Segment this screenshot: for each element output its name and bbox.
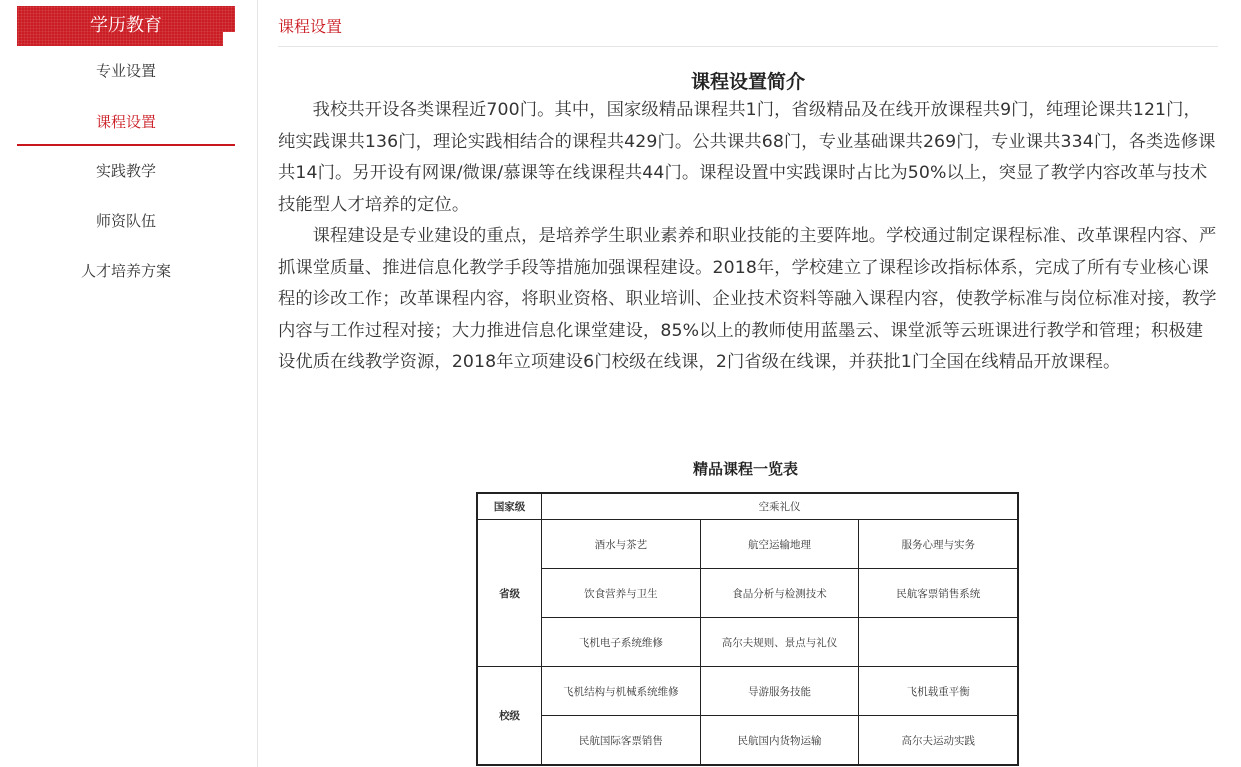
course-cell: 民航客票销售系统 <box>859 569 1018 618</box>
course-cell: 飞机结构与机械系统维修 <box>542 667 701 716</box>
article-paragraph: 课程建设是专业建设的重点，是培养学生职业素养和职业技能的主要阵地。学校通过制定课程标准、改革课程内容、严抓课堂质量、推进信息化教学手段等措施加强课程建设。2018年，学校建立了课程诊改指标体系，完成了所有专业核心课程的诊改工作；改革课程内容，将职业资格、职业培训、企业技术资料等融入课程内容，使教学标准与岗位标准对接，教学内容与工作过程对接；大力推进信息化课堂建设，85%以上的教师使用蓝墨云、课堂派等云班课进行教学和管理；积极建设优质在线教学资源，2018年立项建设6门校级在线课，2门省级在线课，并获批1门全国在线精品开放课程。 <box>278 226 1217 372</box>
article-paragraph: 我校共开设各类课程近700门。其中，国家级精品课程共1门，省级精品及在线开放课程共9门，纯理论课共121门，纯实践课共136门，理论实践相结合的课程共429门。公共课共68门，专业基础课共269门，专业课共334门，各类选修课共14门。另开设有网课/微课/慕课等在线课程共44门。课程设置中实践课时占比为50%以上，突显了教学内容改革与技术技能型人才培养的定位。 <box>278 100 1216 215</box>
level-cell-school: 校级 <box>477 667 542 766</box>
course-table <box>476 492 1019 766</box>
sidebar-item-major-settings[interactable]: 专业设置 <box>95 62 156 80</box>
level-cell-national: 国家级 <box>477 493 542 520</box>
table-row <box>477 716 1018 766</box>
course-cell: 高尔夫运动实践 <box>859 716 1018 766</box>
course-cell: 航空运输地理 <box>700 520 859 569</box>
course-cell: 酒水与茶艺 <box>542 520 701 569</box>
course-cell: 民航国际客票销售 <box>542 716 701 766</box>
table-row <box>477 493 1018 520</box>
table-row <box>477 618 1018 667</box>
course-cell: 飞机载重平衡 <box>859 667 1018 716</box>
course-cell: 高尔夫规则、景点与礼仪 <box>700 618 859 667</box>
table-row <box>477 569 1018 618</box>
sidebar-item-course-settings[interactable]: 课程设置 <box>17 96 235 146</box>
breadcrumb: 课程设置 <box>278 0 1218 47</box>
course-cell: 导游服务技能 <box>700 667 859 716</box>
course-cell: 空乘礼仪 <box>542 493 1018 520</box>
main-content <box>278 0 1218 747</box>
sidebar-item-practice-teaching[interactable]: 实践教学 <box>95 162 156 180</box>
sidebar-item-training-plan[interactable]: 人才培养方案 <box>80 262 171 280</box>
course-cell: 食品分析与检测技术 <box>700 569 859 618</box>
table-row <box>477 520 1018 569</box>
sidebar-menu <box>17 46 235 296</box>
course-cell: 飞机电子系统维修 <box>542 618 701 667</box>
table-title: 精品课程一览表 <box>692 460 798 478</box>
course-cell: 服务心理与实务 <box>859 520 1018 569</box>
course-cell <box>859 618 1018 667</box>
table-row <box>477 667 1018 716</box>
course-cell: 民航国内货物运输 <box>700 716 859 766</box>
sidebar <box>17 6 235 296</box>
article-title: 课程设置简介 <box>690 71 805 93</box>
sidebar-item-faculty[interactable]: 师资队伍 <box>95 212 156 230</box>
level-cell-provincial: 省级 <box>477 520 542 667</box>
sidebar-title: 学历教育 <box>17 6 235 46</box>
course-cell: 饮食营养与卫生 <box>542 569 701 618</box>
divider <box>257 0 258 767</box>
